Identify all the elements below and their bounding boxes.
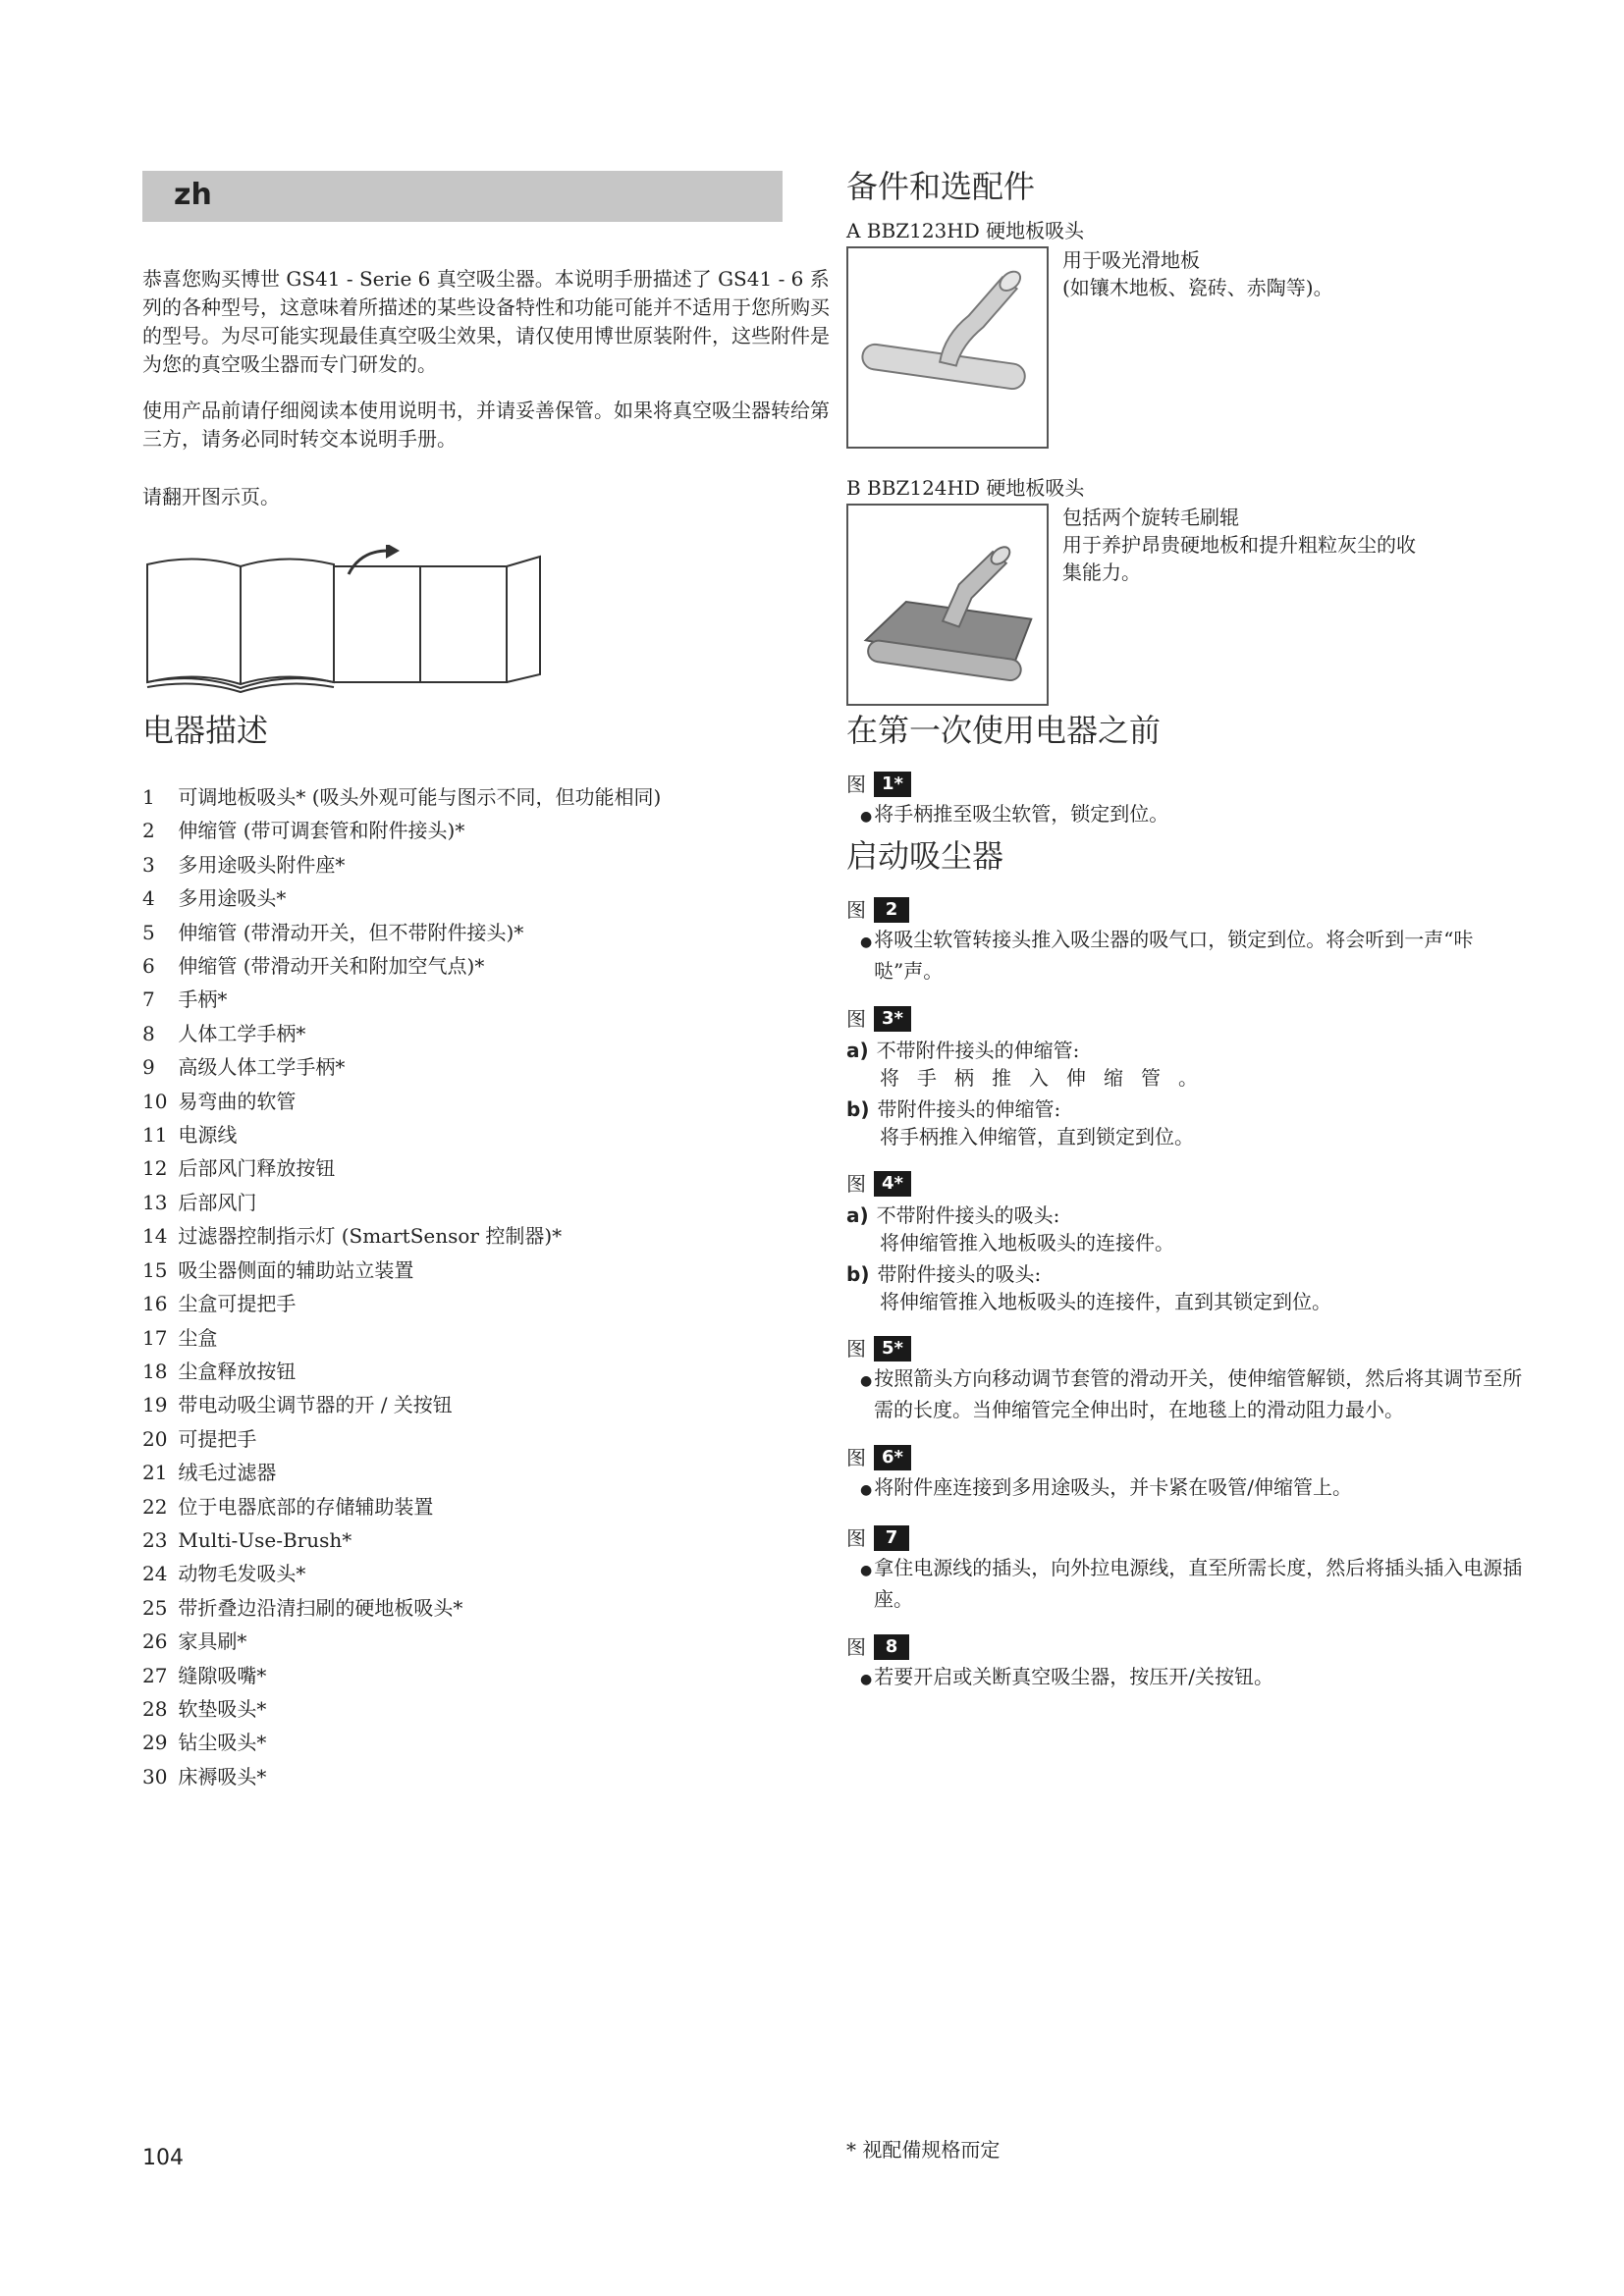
list-item: 28 软垫吸头* xyxy=(142,1696,267,1721)
instruction-bullet: ● 将吸尘软管转接头推入吸尘器的吸气口，锁定到位。将会听到一声“咔哒”声。 xyxy=(846,926,1534,986)
list-item: 18 尘盒释放按钮 xyxy=(142,1359,297,1383)
sub-step-b: b) 带附件接头的吸头: 将伸缩管推入地板吸头的连接件，直到其锁定到位。 xyxy=(846,1262,1331,1313)
description-title: 电器描述 xyxy=(142,712,269,749)
hard-floor-nozzle-a-image xyxy=(846,246,1049,449)
figure-badge: 7 xyxy=(874,1525,909,1551)
figure-badge: 5* xyxy=(874,1336,911,1362)
list-item: 20 可提把手 xyxy=(142,1426,257,1451)
instruction-bullet: ● 将附件座连接到多用途吸头，并卡紧在吸管/伸缩管上。 xyxy=(846,1473,1534,1505)
figure-badge: 1* xyxy=(874,772,911,797)
instruction-bullet: ● 若要开启或关断真空吸尘器，按压开/关按钮。 xyxy=(846,1663,1534,1694)
accessory-b-description: 包括两个旋转毛刷辊 用于养护昂贵硬地板和提升粗粒灰尘的收 集能力。 xyxy=(1062,506,1416,584)
sub-step-a: a) 不带附件接头的伸缩管: 将手柄推入伸缩管。 xyxy=(846,1039,1216,1090)
list-item: 16 尘盒可提把手 xyxy=(142,1292,297,1316)
accessory-a-name: A BBZ123HD 硬地板吸头 xyxy=(846,219,1085,242)
list-item: 29 钻尘吸头* xyxy=(142,1731,267,1755)
intro-section xyxy=(142,265,830,511)
list-item: 2 伸缩管 (带可调套管和附件接头)* xyxy=(142,819,465,843)
intro-paragraph-1: 恭喜您购买博世 GS41 - Serie 6 真空吸尘器。本说明手册描述了 GS41 - 6 系列的各种型号，这意味着所描述的某些设备特性和功能可能并不适用于您所购买的型号。为尽可能实现最佳真空吸尘效果，请仅使用博世原装附件，这些附件是为您的真空吸尘器而专门研发的。 xyxy=(142,267,830,376)
figure-badge: 8 xyxy=(874,1634,909,1660)
list-item: 22 位于电器底部的存储辅助装置 xyxy=(142,1494,434,1519)
list-item: 14 过滤器控制指示灯 (SmartSensor 控制器)* xyxy=(142,1224,563,1249)
accessory-b-name: B BBZ124HD 硬地板吸头 xyxy=(846,476,1085,500)
list-item: 21 绒毛过滤器 xyxy=(142,1461,277,1485)
instruction-bullet: ● 按照箭头方向移动调节套管的滑动开关，使伸缩管解锁，然后将其调节至所需的长度。当伸缩管完全伸出时，在地毯上的滑动阻力最小。 xyxy=(846,1364,1534,1424)
instruction-bullet: ● 拿住电源线的插头，向外拉电源线，直至所需长度，然后将插头插入电源插座。 xyxy=(846,1554,1534,1614)
figure-3-block: 图 3* a) 不带附件接头的伸缩管: 将手柄推入伸缩管。 b) 带附件接头的伸缩管: 将手柄推入伸缩管，直到锁定到位。 xyxy=(846,1005,1534,1150)
list-item: 12 后部风门释放按钮 xyxy=(142,1156,336,1181)
figure-2-block: 图 2 ● 将吸尘软管转接头推入吸尘器的吸气口，锁定到位。将会听到一声“咔哒”声。 xyxy=(846,896,1534,986)
figure-badge: 2 xyxy=(874,897,909,923)
start-vacuum-title: 启动吸尘器 xyxy=(846,837,1004,875)
list-item: 7 手柄* xyxy=(142,988,228,1012)
list-item: 5 伸缩管 (带滑动开关，但不带附件接头)* xyxy=(142,920,524,944)
before-first-use-title: 在第一次使用电器之前 xyxy=(846,712,1162,749)
accessory-a xyxy=(846,217,1534,449)
accessory-b xyxy=(846,474,1534,706)
figure-8-block: 图 8 ● 若要开启或关断真空吸尘器，按压开/关按钮。 xyxy=(846,1633,1534,1694)
footnote: * 视配備规格而定 xyxy=(846,2138,1001,2162)
list-item: 13 后部风门 xyxy=(142,1190,257,1214)
fold-out-book-illustration xyxy=(142,545,555,702)
figure-badge: 3* xyxy=(874,1006,911,1032)
sub-step-b: b) 带附件接头的伸缩管: 将手柄推入伸缩管，直到锁定到位。 xyxy=(846,1097,1194,1148)
sub-step-a: a) 不带附件接头的吸头: 将伸缩管推入地板吸头的连接件。 xyxy=(846,1203,1174,1255)
list-item: 17 尘盒 xyxy=(142,1325,218,1350)
list-item: 25 带折叠边沿清扫刷的硬地板吸头* xyxy=(142,1595,463,1620)
list-item: 27 缝隙吸嘴* xyxy=(142,1663,267,1687)
accessories-title: 备件和选配件 xyxy=(846,168,1036,205)
figure-6-block: 图 6* ● 将附件座连接到多用途吸头，并卡紧在吸管/伸缩管上。 xyxy=(846,1444,1534,1505)
list-item: 3 多用途吸头附件座* xyxy=(142,852,346,877)
list-item: 15 吸尘器侧面的辅助站立装置 xyxy=(142,1257,414,1282)
hard-floor-nozzle-b-image xyxy=(846,504,1049,706)
list-item: 6 伸缩管 (带滑动开关和附加空气点)* xyxy=(142,954,485,979)
figure-1-block: 图 1* ● 将手柄推至吸尘软管，锁定到位。 xyxy=(846,771,1534,831)
right-column xyxy=(846,162,1534,1694)
list-item: 10 易弯曲的软管 xyxy=(142,1089,297,1113)
list-item: 9 高级人体工学手柄* xyxy=(142,1055,346,1080)
figure-5-block: 图 5* ● 按照箭头方向移动调节套管的滑动开关，使伸缩管解锁，然后将其调节至所需的长度。当伸缩管完全伸出时，在地毯上的滑动阻力最小。 xyxy=(846,1335,1534,1424)
language-bar xyxy=(142,171,783,222)
list-item: 24 动物毛发吸头* xyxy=(142,1562,306,1586)
list-item: 11 电源线 xyxy=(142,1123,238,1148)
list-item: 8 人体工学手柄* xyxy=(142,1021,306,1045)
instruction-bullet: ● 将手柄推至吸尘软管，锁定到位。 xyxy=(846,800,1534,831)
list-item: 26 家具刷* xyxy=(142,1629,247,1654)
figure-badge: 4* xyxy=(874,1171,911,1197)
list-item: 1 可调地板吸头* (吸头外观可能与图示不同，但功能相同) xyxy=(142,785,662,809)
intro-paragraph-2: 使用产品前请仔细阅读本使用说明书，并请妥善保管。如果将真空吸尘器转给第三方，请务必同时转交本说明手册。 xyxy=(142,399,830,451)
accessory-a-description: 用于吸光滑地板 (如镶木地板、瓷砖、赤陶等)。 xyxy=(1062,248,1333,299)
list-item: 23 Multi-Use-Brush* xyxy=(142,1527,352,1552)
parts-list xyxy=(142,780,830,1793)
intro-paragraph-3: 请翻开图示页。 xyxy=(142,485,280,508)
figure-badge: 6* xyxy=(874,1445,911,1470)
figure-7-block: 图 7 ● 拿住电源线的插头，向外拉电源线，直至所需长度，然后将插头插入电源插座。 xyxy=(846,1524,1534,1614)
list-item: 4 多用途吸头* xyxy=(142,886,287,911)
left-column xyxy=(142,265,830,1793)
figure-4-block: 图 4* a) 不带附件接头的吸头: 将伸缩管推入地板吸头的连接件。 b) 带附件接头的吸头: 将伸缩管推入地板吸头的连接件，直到其锁定到位。 xyxy=(846,1170,1534,1315)
page-number: 104 xyxy=(142,2146,184,2170)
list-item: 19 带电动吸尘调节器的开 / 关按钮 xyxy=(142,1393,453,1417)
list-item: 30 床褥吸头* xyxy=(142,1764,267,1789)
language-code: zh xyxy=(174,178,212,212)
